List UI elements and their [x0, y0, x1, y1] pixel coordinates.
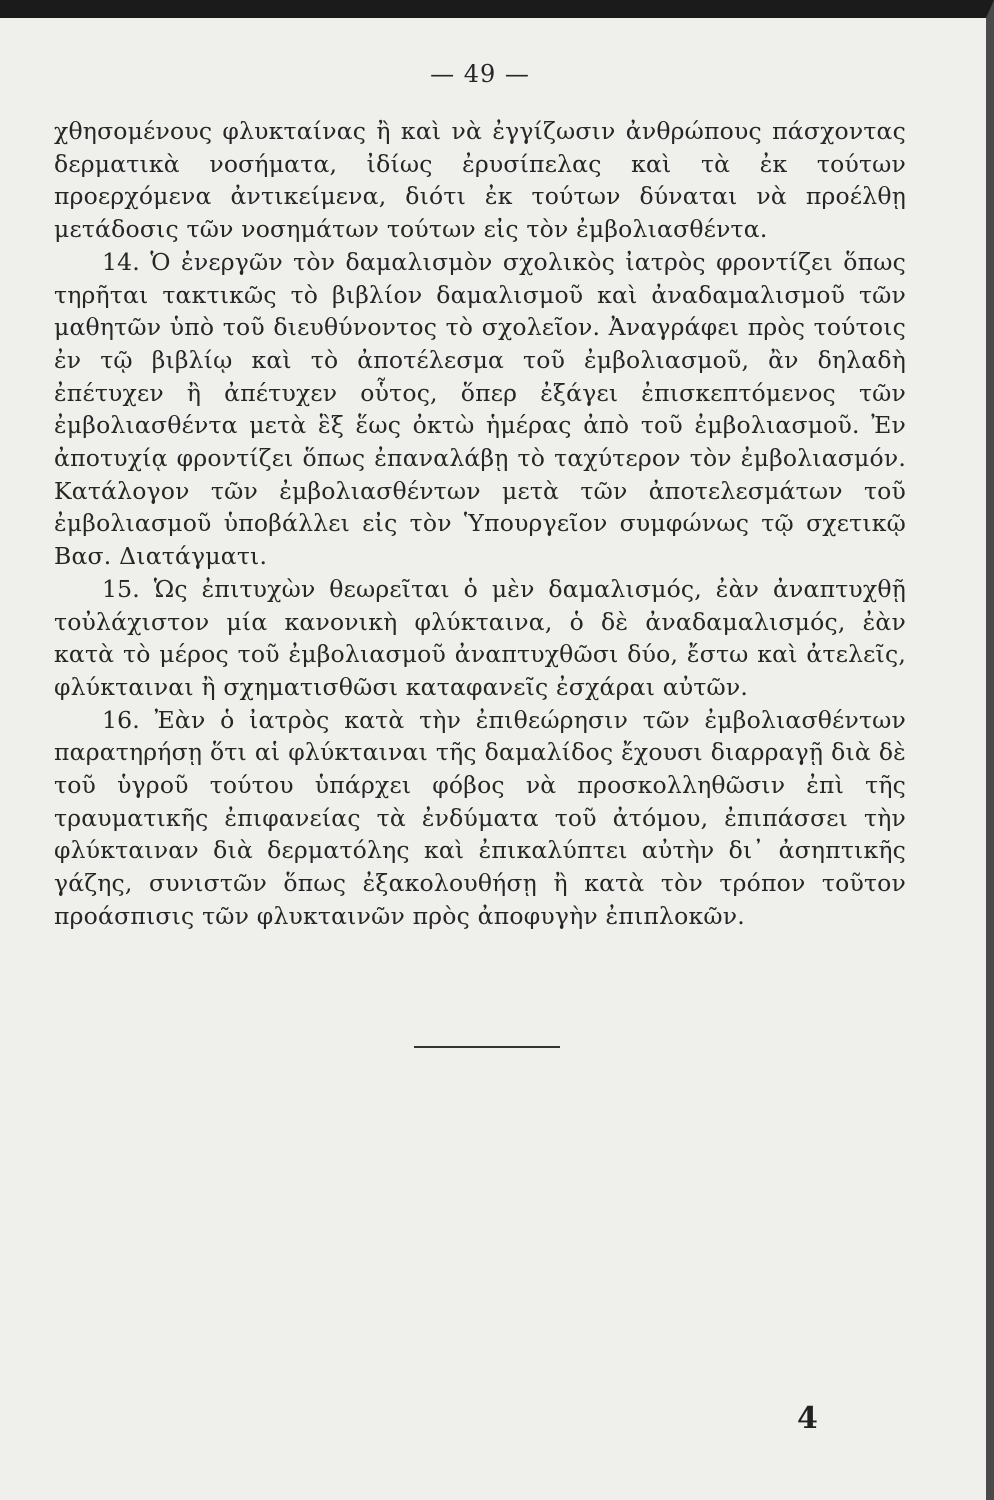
- paragraph-continuation: χθησομένους φλυκταίνας ἢ καὶ νὰ ἐγγίζωσιν ἀνθρώπους πάσχοντας δερματικὰ νοσήματα, ἰδίως ἐρυσίπελας καὶ τὰ ἐκ τούτων προερχόμενα ἀντικείμενα, διότι ἐκ τούτων δύναται νὰ προέλθῃ μετάδοσις τῶν νοσημάτων τούτων εἰς τὸν ἐμβολιασθέντα.: [54, 117, 906, 244]
- section-divider: [414, 1046, 560, 1048]
- signature-mark: 4: [797, 1401, 818, 1436]
- paragraph-15: 15. Ὡς ἐπιτυχὼν θεωρεῖται ὁ μὲν δαμαλισμός, ἐὰν ἀναπτυχθῇ τοὐλάχιστον μία κανονικὴ φλύκταινα, ὁ δὲ ἀναδαμαλισμός, ἐὰν κατὰ τὸ μέρος τοῦ ἐμβολιασμοῦ ἀναπτυχθῶσι δύο, ἔστω καὶ ἀτελεῖς, φλύκταιναι ἢ σχηματισθῶσι καταφανεῖς ἐσχάραι αὐτῶν.: [54, 574, 906, 701]
- body-text: [54, 115, 906, 933]
- page-number: — 49 —: [430, 60, 530, 88]
- paragraph-16: 16. Ἐὰν ὁ ἰατρὸς κατὰ τὴν ἐπιθεώρησιν τῶν ἐμβολιασθέντων παρατηρήσῃ ὅτι αἱ φλύκταιναι τῆς δαμαλίδος ἔχουσι διαρραγῇ διὰ δὲ τοῦ ὑγροῦ τούτου ὑπάρχει φόβος νὰ προσκολληθῶσιν ἐπὶ τῆς τραυματικῆς ἐπιφανείας τὰ ἐνδύματα τοῦ ἀτόμου, ἐπιπάσσει τὴν φλύκταιναν διὰ δερματόλης καὶ ἐπικαλύπτει αὐτὴν δι᾽ ἀσηπτικῆς γάζης, συνιστῶν ὅπως ἐξακολουθήσῃ ἢ κατὰ τὸν τρόπον τοῦτον προάσπισις τῶν φλυκταινῶν πρὸς ἀποφυγὴν ἐπιπλοκῶν.: [54, 705, 906, 930]
- paragraph-14: 14. Ὁ ἐνεργῶν τὸν δαμαλισμὸν σχολικὸς ἰατρὸς φροντίζει ὅπως τηρῆται τακτικῶς τὸ βιβλίον δαμαλισμοῦ καὶ ἀναδαμαλισμοῦ τῶν μαθητῶν ὑπὸ τοῦ διευθύνοντος τὸ σχολεῖον. Ἀναγράφει πρὸς τούτοις ἐν τῷ βιβλίῳ καὶ τὸ ἀποτέλεσμα τοῦ ἐμβολιασμοῦ, ἂν δηλαδὴ ἐπέτυχεν ἢ ἀπέτυχεν οὗτος, ὅπερ ἐξάγει ἐπισκεπτόμενος τῶν ἐμβολιασθέντα μετὰ ἓξ ἕως ὀκτὼ ἡμέρας ἀπὸ τοῦ ἐμβολιασμοῦ. Ἐν ἀποτυχίᾳ φροντίζει ὅπως ἐπαναλάβῃ τὸ ταχύτερον τὸν ἐμβολιασμόν. Κατάλογον τῶν ἐμβολιασθέντων μετὰ τῶν ἀποτελεσμάτων τοῦ ἐμβολιασμοῦ ὑποβάλλει εἰς τὸν Ὑπουργεῖον συμφώνως τῷ σχετικῷ Βασ. Διατάγματι.: [54, 247, 906, 571]
